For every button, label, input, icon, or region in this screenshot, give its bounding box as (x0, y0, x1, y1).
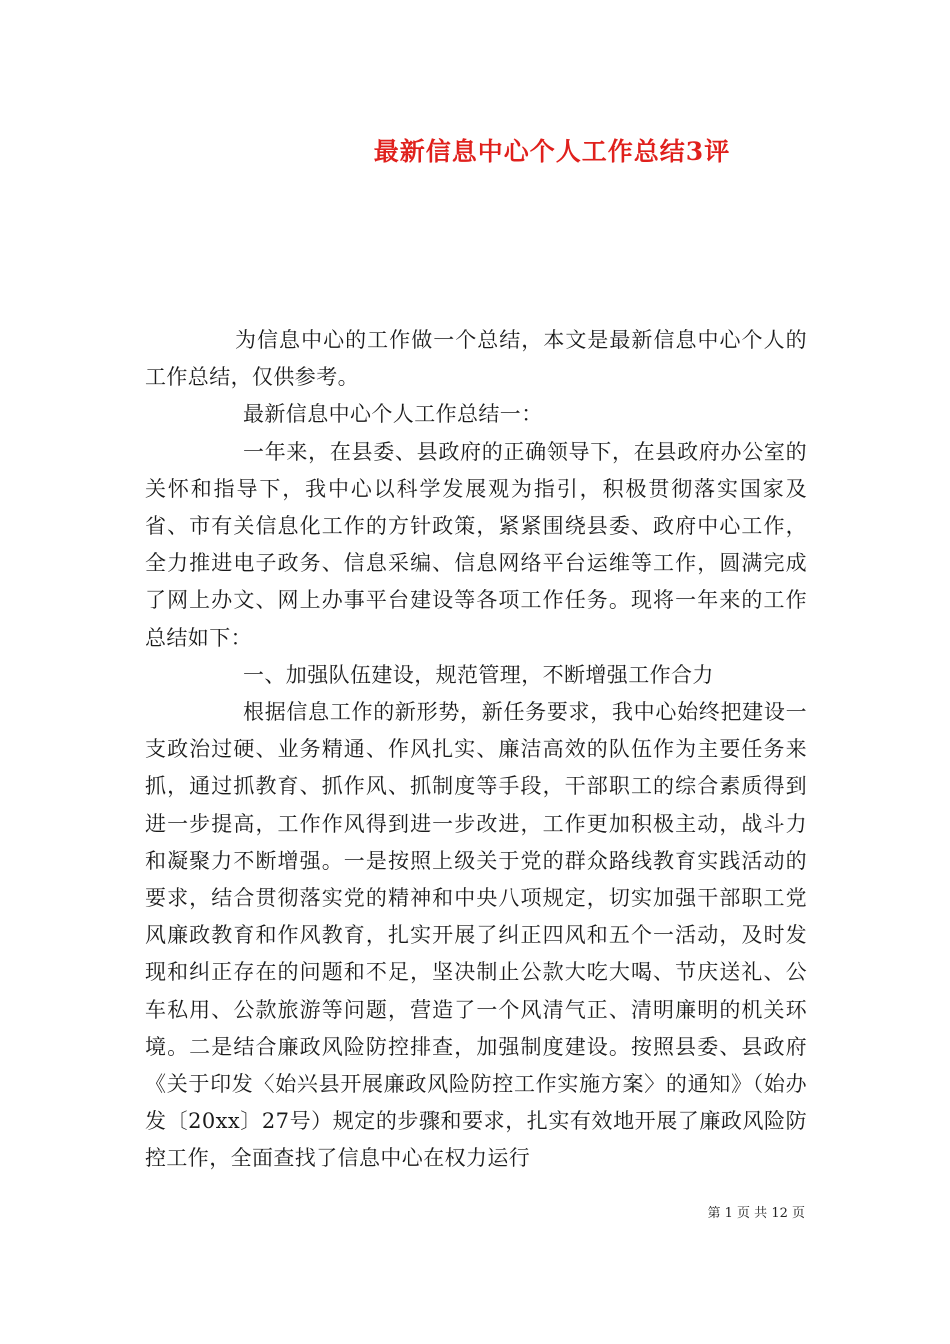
page-footer: 第 1 页 共 12 页 (707, 1206, 805, 1221)
overview-paragraph: 一年来，在县委、县政府的正确领导下，在县政府办公室的关怀和指导下，我中心以科学发展观为指引，积极贯彻落实国家及省、市有关信息化工作的方针政策，紧紧围绕县委、政府中心工作，全力推进电子政务、信息采编、信息网络平台运维等工作，圆满完成了网上办文、网上办事平台建设等各项工作任务。现将一年来的工作总结如下： (145, 439, 807, 650)
intro-paragraph: 为信息中心的工作做一个总结，本文是最新信息中心个人的工作总结，仅供参考。 (145, 328, 807, 390)
document-title: 最新信息中心个人工作总结3评 (373, 137, 731, 166)
document-body (145, 322, 807, 1178)
section-heading-summary-one: 最新信息中心个人工作总结一： (243, 402, 543, 427)
section-heading-team-building: 一、加强队伍建设，规范管理，不断增强工作合力 (243, 662, 714, 687)
team-building-paragraph: 根据信息工作的新形势，新任务要求，我中心始终把建设一支政治过硬、业务精通、作风扎实、廉洁高效的队伍作为主要任务来抓，通过抓教育、抓作风、抓制度等手段，干部职工的综合素质得到进一步提高，工作作风得到进一步改进，工作更加积极主动，战斗力和凝聚力不断增强。一是按照上级关于党的群众路线教育实践活动的要求，结合贯彻落实党的精神和中央八项规定，切实加强干部职工党风廉政教育和作风教育，扎实开展了纠正四风和五个一活动，及时发现和纠正存在的问题和不足，坚决制止公款大吃大喝、节庆送礼、公车私用、公款旅游等问题，营造了一个风清气正、清明廉明的机关环境。二是结合廉政风险防控排查，加强制度建设。按照县委、县政府《关于印发〈始兴县开展廉政风险防控工作实施方案〉的通知》（始办发〔20xx〕27号）规定的步骤和要求，扎实有效地开展了廉政风险防控工作，全面查找了信息中心在权力运行 (145, 700, 807, 1171)
